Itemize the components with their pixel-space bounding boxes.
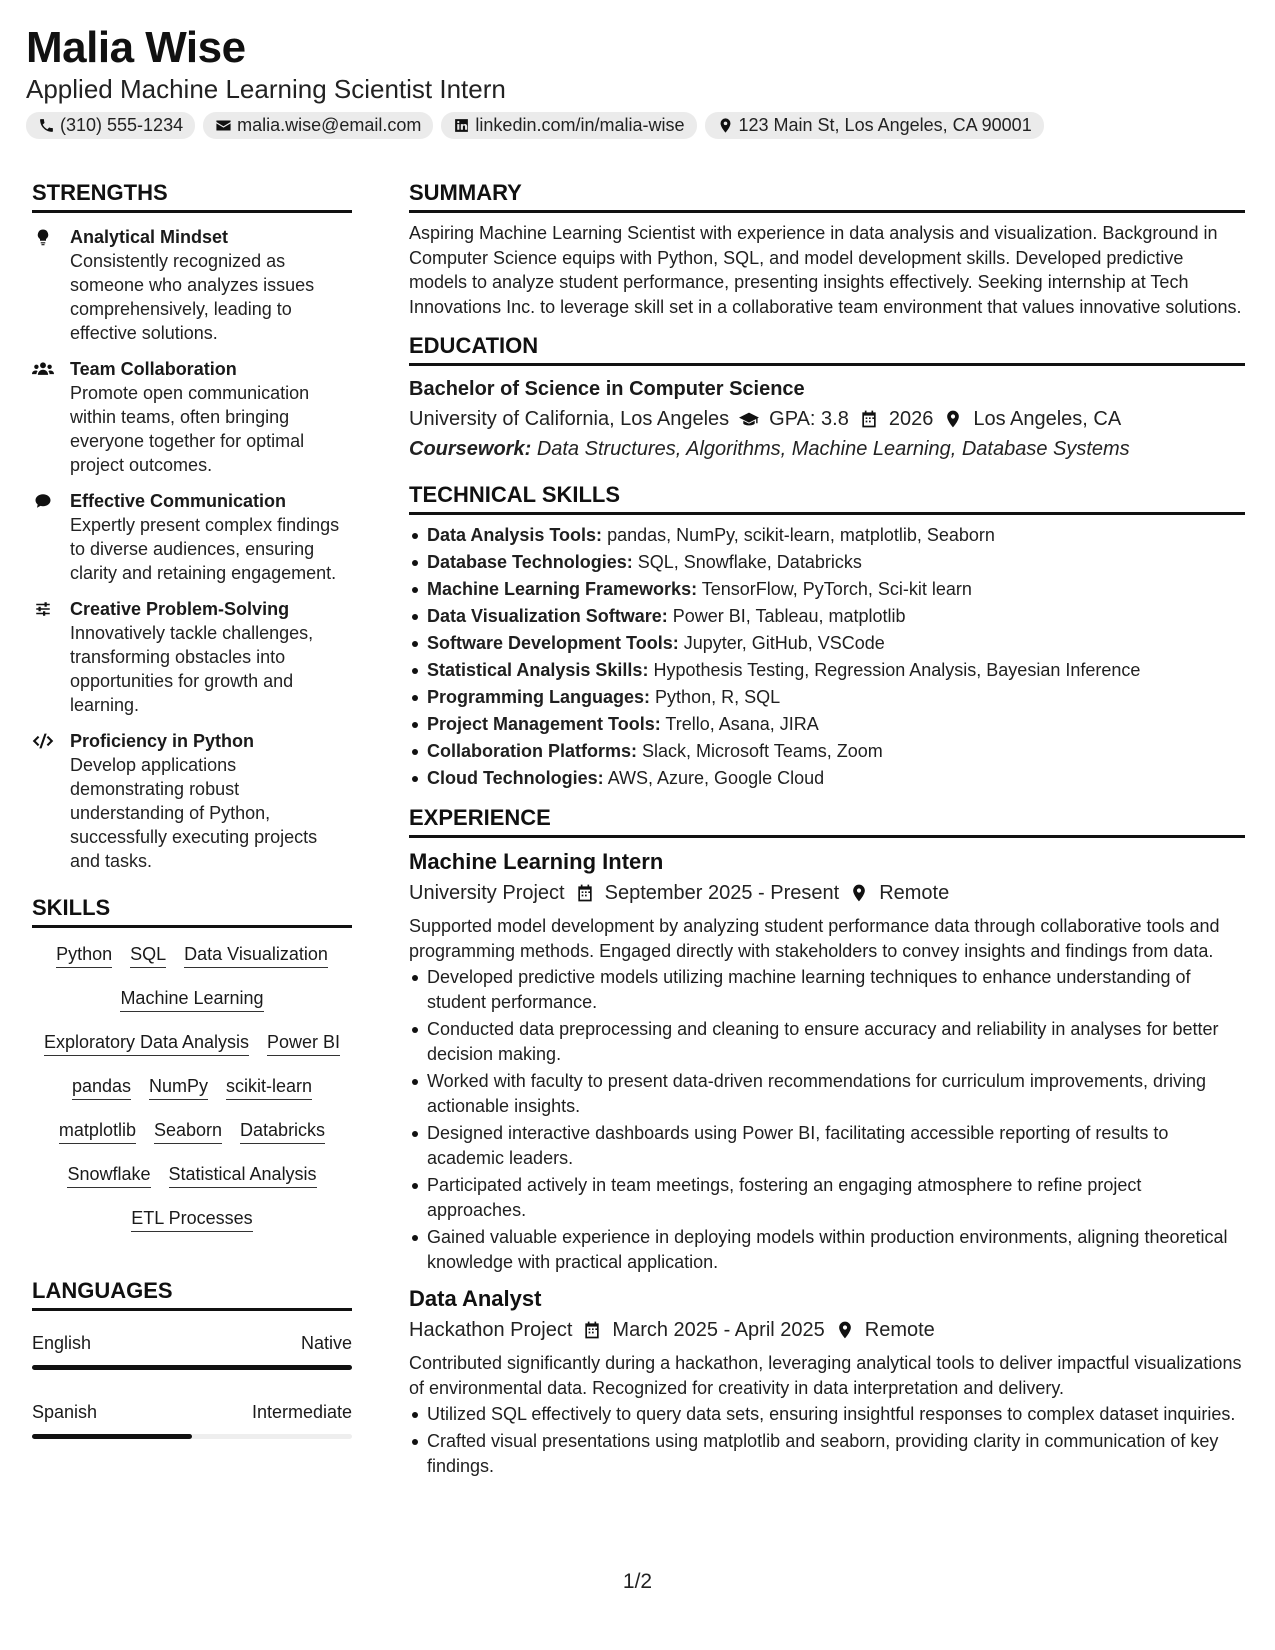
technical-skills-section: [409, 482, 1245, 791]
job-meta: [409, 878, 1245, 908]
skill-values: pandas, NumPy, scikit-learn, matplotlib, Seaborn: [607, 525, 995, 545]
skill-tag: Python: [56, 942, 112, 968]
job-title: Machine Learning Intern: [409, 849, 664, 874]
skill-category: Data Analysis Tools:: [427, 525, 603, 545]
coursework-line: [409, 434, 1245, 464]
list-item: [409, 577, 1245, 602]
coursework-label: Coursework:: [409, 438, 532, 460]
language-level: Intermediate: [251, 1402, 352, 1422]
job-location: Remote: [879, 882, 950, 904]
language-level: Native: [300, 1333, 352, 1353]
list-item: Crafted visual presentations using matplotlib and seaborn, providing clarity in communication of key findings.: [409, 1429, 1245, 1479]
contact-email-text: malia.wise@email.com: [237, 115, 422, 135]
speech-bubble-icon: [32, 492, 54, 510]
language-proficiency-bar: [32, 1434, 352, 1439]
job-org: Hackathon Project: [409, 1319, 573, 1341]
list-item: Developed predictive models utilizing machine learning techniques to enhance understanding of student performance.: [409, 965, 1245, 1015]
list-item: Gained valuable experience in deploying models within production environments, aligning theoretical knowledge with practical application.: [409, 1225, 1245, 1275]
skill-tag: Data Visualization: [184, 942, 328, 968]
job-org: University Project: [409, 882, 565, 904]
job-dates: September 2025 - Present: [604, 882, 840, 904]
job-bullets: [409, 1402, 1245, 1479]
skill-tag: NumPy: [149, 1074, 208, 1100]
list-item: [409, 631, 1245, 656]
language-item: [32, 1331, 352, 1370]
strength-desc: Expertly present complex findings to diverse audiences, ensuring clarity and retaining engagement.: [70, 515, 340, 583]
skill-values: Slack, Microsoft Teams, Zoom: [642, 741, 883, 761]
location-pin-icon: [717, 117, 734, 134]
contact-phone[interactable]: [26, 112, 195, 139]
language-name: English: [32, 1333, 92, 1353]
skills-heading: SKILLS: [32, 895, 352, 928]
job-entry: [409, 1285, 1245, 1479]
skill-tag: Seaborn: [154, 1118, 222, 1144]
skill-category: Software Development Tools:: [427, 633, 679, 653]
summary-heading: SUMMARY: [409, 180, 1245, 213]
skill-tag: Databricks: [240, 1118, 325, 1144]
skill-tag: scikit-learn: [226, 1074, 312, 1100]
strength-item: [32, 225, 352, 345]
experience-section: [409, 805, 1245, 1479]
strength-desc: Promote open communication within teams, often bringing everyone together for optimal project outcomes.: [70, 383, 310, 475]
language-proficiency-bar: [32, 1365, 352, 1370]
education-meta: [409, 404, 1245, 434]
language-proficiency-fill: [32, 1434, 192, 1439]
skill-tag: Statistical Analysis: [169, 1162, 317, 1188]
list-item: [409, 712, 1245, 737]
code-icon: [32, 732, 54, 750]
job-meta: [409, 1315, 1245, 1345]
skill-category: Statistical Analysis Skills:: [427, 660, 649, 680]
left-column: [32, 180, 352, 1439]
skill-tag: ETL Processes: [131, 1206, 252, 1232]
list-item: [409, 658, 1245, 683]
list-item: [409, 685, 1245, 710]
skills-list: [32, 942, 352, 1232]
strength-item: [32, 489, 352, 585]
list-item: Utilized SQL effectively to query data sets, ensuring insightful responses to complex dataset inquiries.: [409, 1402, 1245, 1427]
skill-values: Jupyter, GitHub, VSCode: [683, 633, 885, 653]
school-name: University of California, Los Angeles: [409, 408, 730, 430]
job-bullets: [409, 965, 1245, 1275]
list-item: [409, 766, 1245, 791]
strength-item: [32, 357, 352, 477]
location-pin-icon: [943, 409, 963, 429]
skill-values: SQL, Snowflake, Databricks: [637, 552, 862, 572]
technical-skills-heading: TECHNICAL SKILLS: [409, 482, 1245, 515]
language-proficiency-fill: [32, 1365, 352, 1370]
job-location: Remote: [864, 1319, 935, 1341]
summary-text: Aspiring Machine Learning Scientist with experience in data analysis and visualization. Background in Computer Science equips with Python, SQL, and model development skills. Developed predictive models to analyze student performance, presenting insights effectively. Seeking internship at Tech Innovations Inc. to leverage skill set in a collaborative team environment that values innovative solutions.: [409, 223, 1242, 317]
contact-linkedin[interactable]: [441, 112, 696, 139]
skill-tag: matplotlib: [59, 1118, 136, 1144]
right-column: [409, 180, 1245, 1481]
coursework-list: Data Structures, Algorithms, Machine Learning, Database Systems: [536, 438, 1130, 460]
users-icon: [32, 360, 54, 378]
list-item: [409, 523, 1245, 548]
skill-values: Trello, Asana, JIRA: [665, 714, 819, 734]
skill-tag: Power BI: [267, 1030, 340, 1056]
sliders-icon: [32, 600, 54, 618]
skill-values: Hypothesis Testing, Regression Analysis, Bayesian Inference: [653, 660, 1141, 680]
calendar-icon: [859, 409, 879, 429]
languages-heading: LANGUAGES: [32, 1278, 352, 1311]
strength-item: [32, 729, 352, 873]
strengths-section: [32, 180, 352, 873]
summary-section: [409, 180, 1245, 319]
graduation-year: 2026: [888, 408, 934, 430]
contact-email[interactable]: [203, 112, 433, 139]
list-item: Participated actively in team meetings, fostering an engaging atmosphere to refine project approaches.: [409, 1173, 1245, 1223]
languages-section: [32, 1278, 352, 1439]
skill-category: Programming Languages:: [427, 687, 651, 707]
strength-title: Team Collaboration: [70, 359, 237, 379]
experience-heading: EXPERIENCE: [409, 805, 1245, 838]
list-item: Designed interactive dashboards using Power BI, facilitating accessible reporting of results to academic leaders.: [409, 1121, 1245, 1171]
linkedin-icon: [453, 117, 470, 134]
strength-desc: Consistently recognized as someone who analyzes issues comprehensively, leading to effective solutions.: [70, 251, 315, 343]
list-item: Conducted data preprocessing and cleaning to ensure accuracy and reliability in analyses for better decision making.: [409, 1017, 1245, 1067]
calendar-icon: [582, 1320, 602, 1340]
strength-title: Analytical Mindset: [70, 227, 229, 247]
list-item: [409, 604, 1245, 629]
page-number: 1/2: [622, 1570, 653, 1593]
lightbulb-icon: [32, 228, 54, 246]
strength-desc: Innovatively tackle challenges, transforming obstacles into opportunities for growth and learning.: [70, 623, 314, 715]
strengths-heading: STRENGTHS: [32, 180, 352, 213]
strength-title: Effective Communication: [70, 491, 287, 511]
skill-values: TensorFlow, PyTorch, Sci-kit learn: [701, 579, 972, 599]
strength-title: Creative Problem-Solving: [70, 599, 290, 619]
skill-tag: Exploratory Data Analysis: [44, 1030, 249, 1056]
list-item: [409, 739, 1245, 764]
location-pin-icon: [849, 883, 869, 903]
skill-category: Collaboration Platforms:: [427, 741, 638, 761]
skill-tag: Machine Learning: [120, 986, 263, 1012]
contact-address: [705, 112, 1044, 139]
list-item: [409, 550, 1245, 575]
skill-values: Power BI, Tableau, matplotlib: [672, 606, 906, 626]
strength-item: [32, 597, 352, 717]
skill-tag: Snowflake: [67, 1162, 150, 1188]
candidate-name: Malia Wise: [26, 23, 246, 72]
contact-address-text: 123 Main St, Los Angeles, CA 90001: [738, 115, 1032, 135]
skill-tag: SQL: [130, 942, 166, 968]
skill-values: Python, R, SQL: [655, 687, 781, 707]
skill-values: AWS, Azure, Google Cloud: [607, 768, 825, 788]
job-title: Data Analyst: [409, 1286, 542, 1311]
language-item: [32, 1400, 352, 1439]
education-heading: EDUCATION: [409, 333, 1245, 366]
job-summary: Contributed significantly during a hackathon, leveraging analytical tools to deliver impactful visualizations of environmental data. Recognized for creativity in data interpretation and delivery.: [409, 1353, 1242, 1398]
resume-header: [26, 22, 1246, 139]
graduation-cap-icon: [739, 409, 759, 429]
skill-category: Data Visualization Software:: [427, 606, 668, 626]
job-dates: March 2025 - April 2025: [612, 1319, 825, 1341]
skill-tag: pandas: [72, 1074, 131, 1100]
degree-title: Bachelor of Science in Computer Science: [409, 378, 805, 400]
contact-bar: [26, 112, 1246, 139]
skill-category: Machine Learning Frameworks:: [427, 579, 698, 599]
education-section: [409, 333, 1245, 464]
job-summary: Supported model development by analyzing student performance data through collaborative tools and programming methods. Engaged directly with stakeholders to convey insights and findings from data.: [409, 916, 1220, 961]
skill-category: Database Technologies:: [427, 552, 633, 572]
candidate-title: Applied Machine Learning Scientist Intern: [26, 74, 506, 104]
location-pin-icon: [835, 1320, 855, 1340]
skills-section: [32, 895, 352, 1232]
contact-phone-text: (310) 555-1234: [60, 115, 184, 135]
envelope-icon: [215, 117, 232, 134]
calendar-icon: [575, 883, 595, 903]
language-name: Spanish: [32, 1402, 98, 1422]
list-item: Worked with faculty to present data-driven recommendations for curriculum improvements, driving actionable insights.: [409, 1069, 1245, 1119]
contact-linkedin-text: linkedin.com/in/malia-wise: [475, 115, 685, 135]
skill-category: Cloud Technologies:: [427, 768, 604, 788]
gpa: GPA: 3.8: [769, 408, 849, 430]
phone-icon: [38, 117, 55, 134]
strength-desc: Develop applications demonstrating robust understanding of Python, successfully executing projects and tasks.: [70, 755, 318, 871]
strength-title: Proficiency in Python: [70, 731, 255, 751]
skill-category: Project Management Tools:: [427, 714, 661, 734]
technical-skills-list: [409, 523, 1245, 791]
school-location: Los Angeles, CA: [973, 408, 1122, 430]
job-entry: [409, 848, 1245, 1275]
